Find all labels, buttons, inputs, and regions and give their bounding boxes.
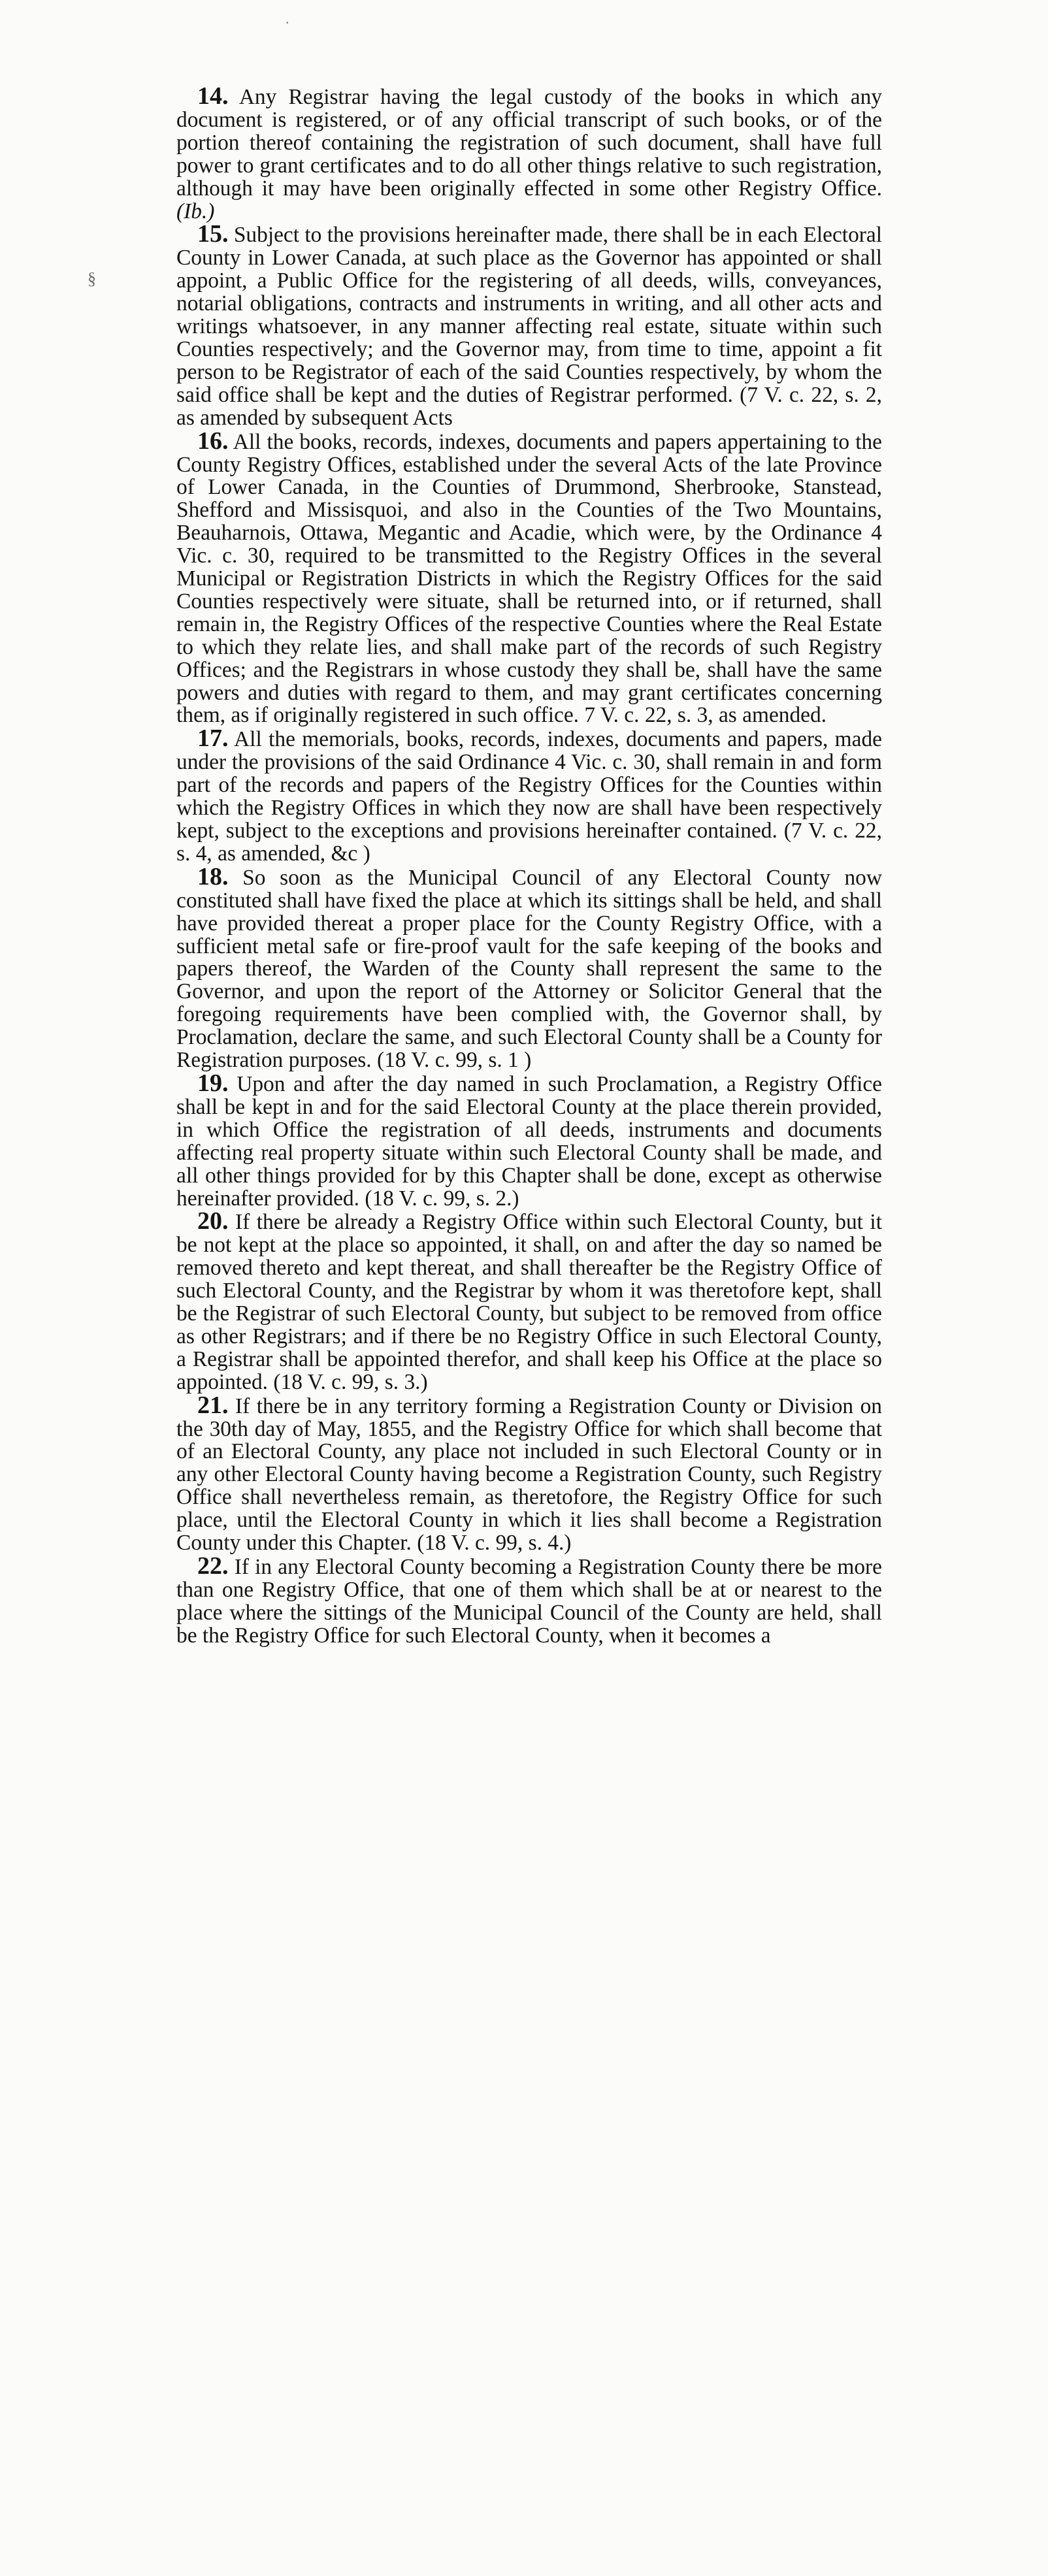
section-22 xyxy=(176,1552,882,1648)
section-body: Any Registrar having the legal custody of the books in which any document is registered, or of any official transcript of such books, or of the portion thereof containing the registration of such document, shall have full power to grant certificates and to do all other things relative to such registration, although it may have been originally effected in some other Registry Office. xyxy=(176,85,882,201)
section-number: 17. xyxy=(197,725,229,753)
section-number: 14. xyxy=(197,82,229,110)
section-20 xyxy=(176,1207,882,1394)
section-16 xyxy=(176,427,882,728)
section-body: If in any Electoral County becoming a Registration County there be more than one Registry Office, that one of them which shall be at or nearest to the place where the sittings of the Municipal Council of the County are held, shall be the Registry Office for such Electoral County, when it becomes a xyxy=(176,1555,882,1648)
section-number: 20. xyxy=(197,1207,229,1235)
section-citation: (18 V. c. 99, s. 2.) xyxy=(365,1186,519,1211)
section-citation: (18 V. c. 99, s. 4.) xyxy=(417,1531,572,1556)
section-citation: (7 V. c. 22, s. 4, as amended, &c ) xyxy=(176,819,882,866)
section-19 xyxy=(176,1069,882,1211)
section-body: If there be in any territory forming a Registration County or Division on the 30th day of May, 1855, and the Registry Office for which shall become that of an Electoral County, any place not included in such Electoral County or in any other Electoral County having become a Registration County, such Registry Office shall nevertheless remain, as theretofore, the Registry Office for such place, until the Electoral County in which it lies shall become a Registration County under this Chapter. xyxy=(176,1394,882,1556)
section-18 xyxy=(176,862,882,1073)
section-citation: 7 V. c. 22, s. 3, as amended. xyxy=(584,703,827,728)
section-number: 15. xyxy=(197,220,229,248)
top-mark: · xyxy=(285,14,290,31)
section-citation: (18 V. c. 99, s. 3.) xyxy=(273,1369,428,1394)
section-number: 16. xyxy=(197,427,229,455)
section-number: 21. xyxy=(197,1391,229,1419)
statute-text-column xyxy=(176,82,882,1648)
section-14 xyxy=(176,82,882,223)
section-body: Subject to the provisions hereinafter made, there shall be in each Electoral County in Lower Canada, at such place as the Governor has appointed or shall appoint, a Public Office for the registering of all deeds, wills, conveyances, notarial obligations, contracts and instruments in writing, and all other acts and writings whatsoever, in any manner affecting real estate, situate within such Counties respectively; and the Governor may, from time to time, appoint a fit person to be Registrator of each of the said Counties respectively, by whom the said office shall be kept and the duties of Registrar performed. xyxy=(176,223,882,407)
section-citation: (Ib.) xyxy=(176,199,215,223)
section-body: Upon and after the day named in such Proclamation, a Registry Office shall be kept in and for the said Electoral County at the place therein provided, in which Office the registration of all deeds, instruments and documents affecting real property situate within such Electoral County shall be made, and all other things provided for by this Chapter shall be done, except as otherwise hereinafter provided. xyxy=(176,1071,882,1211)
section-citation: (18 V. c. 99, s. 1 ) xyxy=(376,1048,532,1073)
section-body: So soon as the Municipal Council of any Electoral County now constituted shall have fixed the place at which its sittings shall be held, and shall have provided thereat a proper place for the County Registry Office, with a sufficient metal safe or fire-proof vault for the safe keeping of the books and papers thereof, the Warden of the County shall represent the same to the Governor, and upon the report of the Attorney or Solicitor General that the foregoing requirements have been complied with, the Governor shall, by Proclamation, declare the same, and such Electoral County shall be a County for Registration purposes. xyxy=(176,865,882,1073)
section-number: 19. xyxy=(197,1069,229,1097)
section-body: All the books, records, indexes, documents and papers appertaining to the County Registry Offices, established under the several Acts of the late Province of Lower Canada, in the Counties of Drummond, Sherbrooke, Stanstead, Shefford and Missisquoi, and also in the Counties of the Two Mountains, Beauharnois, Ottawa, Megantic and Acadie, which were, by the Ordinance 4 Vic. c. 30, required to be transmitted to the Registry Offices in the several Municipal or Registration Districts in which the Registry Offices for the said Counties respectively were situate, shall be returned into, or if returned, shall remain in, the Registry Offices of the respective Counties where the Real Estate to which they relate lies, and shall make part of the records of such Registry Offices; and the Registrars in whose custody they shall be, shall have the same powers and duties with regard to them, and may grant certificates concerning them, as if originally registered in such office. xyxy=(176,429,882,728)
section-21 xyxy=(176,1391,882,1556)
section-citation: (7 V. c. 22, s. 2, as amended by subsequent Acts xyxy=(176,382,882,430)
section-body: If there be already a Registry Office within such Electoral County, but it be not kept at the place so appointed, it shall, on and after the day so named be removed thereto and kept thereat, and shall thereafter be the Registry Office of such Electoral County, and the Registrar by whom it was theretofore kept, shall be the Registrar of such Electoral County, but subject to be removed from office as other Registrars; and if there be no Registry Office in such Electoral County, a Registrar shall be appointed therefor, and shall keep his Office at the place so appointed. xyxy=(176,1210,882,1394)
section-17 xyxy=(176,727,882,865)
section-body: All the memorials, books, records, indexes, documents and papers, made under the provisions of the said Ordinance 4 Vic. c. 30, shall remain in and form part of the records and papers of the Registry Offices for the Counties within which the Registry Offices in which they now are shall have been respectively kept, subject to the exceptions and provisions hereinafter contained. xyxy=(176,727,882,843)
section-number: 22. xyxy=(197,1552,229,1580)
section-15 xyxy=(176,220,882,430)
section-number: 18. xyxy=(197,862,229,890)
margin-mark: § xyxy=(88,269,96,288)
